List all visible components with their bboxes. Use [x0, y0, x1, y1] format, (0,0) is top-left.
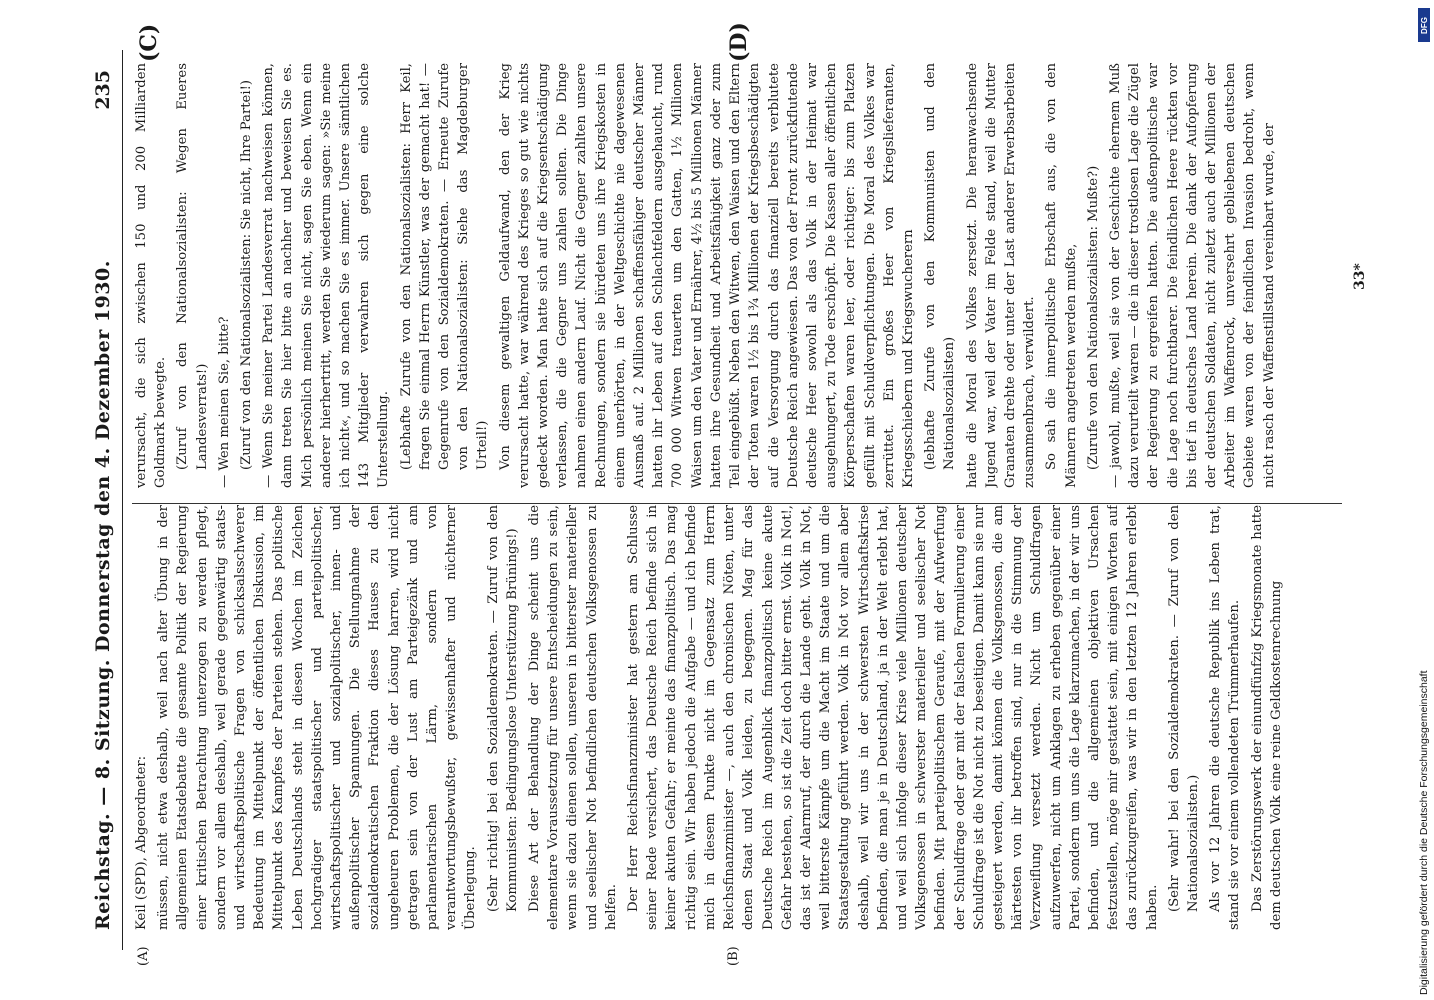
page-header — [86, 50, 123, 950]
dfg-logo-text: DFG — [1419, 16, 1429, 34]
margin-mark-a: (A) — [136, 946, 151, 966]
paragraph: (Zuruf von den Nationalsozialisten: Sie nicht, Ihre Partei!) — [239, 79, 255, 470]
margin-mark-c: (C) — [136, 23, 162, 62]
paragraph: (Zurufe von den Nationalsozialisten: Mußte?) — [1085, 165, 1101, 470]
paragraph: (Sehr wahr! bei den Sozialdemokraten. — Zuruf von den Nationalsozialisten.) — [1166, 505, 1201, 912]
paragraph: verursacht, die sich zwischen 150 und 200 Milliarden Goldmark bewegte. — [134, 63, 169, 488]
paragraph: Als vor 12 Jahren die deutsche Republik ins Leben trat, stand sie vor einem vollendeten Trümmerhaufen. — [1208, 505, 1243, 930]
page-number: 235 — [92, 70, 114, 110]
sheet-signature: 33* — [1352, 263, 1368, 290]
paragraph: (Lebhafte Zurufe von den Nationalsozialisten: Herr Keil, fragen Sie einmal Herrn Künstler, was der gemacht hat! — Gegenrufe von den Sozialdemokraten. — Erneute Zurufe von den Nationalsozialisten: Siehe das Magdeburger Urteil!) — [398, 63, 491, 470]
column-divider — [132, 503, 1342, 504]
paragraph: — jawohl, mußte, weil sie von der Geschichte ehernem Muß dazu verurteilt waren — die in dieser trostlosen Lage die Zügel der Regierung zu ergreifen hatten. Die außenpolitische war die Lage noch furchtbarer. Die feindlichen Heere rückten vor bis tief in deutsches Land herein. Die dank der Aufopferung der deutschen Soldaten, nicht zuletzt auch der Millionen der Arbeiter im Waffenrock, unversehrt gebliebenen deutschen Gebiete waren von der feindlichen Invasion bedroht, wenn nicht rasch der Waffenstillstand vereinbart wurde, der — [1107, 63, 1277, 488]
margin-mark-b: (B) — [726, 946, 741, 966]
digitization-note: Digitalisierung gefördert durch die Deutsche Forschungsgemeinschaft — [1418, 670, 1430, 995]
paragraph: — Wenn Sie meiner Partei Landesverrat nachweisen können, dann treten Sie hier bitte an nachher und beweisen Sie es. Mich persönlich meinen Sie nicht, sagen Sie eben. Wenn ein anderer hierhertritt, werden Sie wiederum sagen: »Sie meine ich nicht«, und so machen Sie es immer. Unsere sämtlichen 143 Mitglieder verwahren sich gegen eine solche Unterstellung. — [261, 63, 392, 488]
paragraph: — Wen meinen Sie, bitte? — [216, 316, 232, 488]
protocol-page — [86, 22, 1396, 966]
left-column — [132, 505, 1347, 930]
paragraph: Das Zerstörungswerk der einundfünfzig Kriegsmonate hatte dem deutschen Volk eine reine Geldkostenrechnung — [1249, 505, 1284, 930]
paragraph: So sah die innerpolitische Erbschaft aus, die von den Männern angetreten werden mußte, — [1044, 63, 1079, 488]
paragraph: hatte die Moral des Volkes zersetzt. Die heranwachsende Jugend war, weil der Vater im Felde stand, weil die Mutter Granaten drehte oder unter der Last anderer Erwerbsarbeiten zusammenbrach, verwildert. — [964, 63, 1038, 488]
paragraph: (Zuruf von den Nationalsozialisten: Wegen Eueres Landesverrats!) — [175, 63, 210, 470]
dfg-logo — [1418, 8, 1430, 42]
right-column — [132, 63, 1347, 488]
paragraph: Von diesem gewaltigen Geldaufwand, den der Krieg verursacht hatte, war während des Krieges so gut wie nichts gedeckt worden. Man hatte sich auf die Kriegsentschädigung verlassen, die die Gegner uns zahlen sollten. Die Dinge nahmen einen andern Lauf. Nicht die Gegner zahlten unsere Rechnungen, sondern sie bürdeten uns ihre Kriegskosten in einem unerhörten, in der Weltgeschichte nie dagewesenen Ausmaß auf. 2 Millionen schaffensfähiger deutscher Männer hatten ihr Leben auf den Schlachtfeldern ausgehaucht, rund 700 000 Witwen trauerten um den Gatten, 1½ Millionen Waisen um den Vater und Ernährer, 4½ bis 5 Millionen Männer hatten ihre Gesundheit und Arbeitsfähigkeit ganz oder zum Teil eingebüßt. Neben den Witwen, den Waisen und den Eltern der Toten waren 1½ bis 1¾ Millionen der Kriegsbeschädigten auf die Versorgung durch das finanziell bereits verblutete Deutsche Reich angewiesen. Das von der Front zurückflutende deutsche Heer sowohl als das Volk in der Heimat war ausgehungert, zu Tode erschöpft. Die Kassen aller öffentlichen Körperschaften waren leer, oder richtiger: bis zum Platzen gefüllt mit Schuldverpflichtungen. Die Moral des Volkes war zerrüttet. Ein großes Heer von Kriegslieferanten, Kriegsschiebern und Kriegswucherern — [497, 63, 916, 488]
page-title: Reichstag. — 8. Sitzung. Donnerstag den 4. Dezember 1930. — [92, 260, 114, 930]
paragraph: Der Herr Reichsfinanzminister hat gestern am Schlusse seiner Rede versichert, das Deutsche Reich befinde sich in keiner akuten Gefahr; er meinte das finanzpolitisch. Das mag richtig sein. Wir haben jedoch die Aufgabe — und ich befinde mich in diesem Punkte nicht im Gegensatz zum Herrn Reichsfinanzminister —, auch den chronischen Nöten, unter denen Staat und Volk leiden, zu begegnen. Mag für das Deutsche Reich im Augenblick finanzpolitisch keine akute Gefahr bestehen, so ist die Zeit doch bitter ernst. Volk in Not!, das ist der Alarmruf, der durch die Lande geht. Volk in Not, weil bitterste Kämpfe um die Macht im Staate und um die Staatsgestaltung geführt werden. Volk in Not vor allem aber deshalb, weil wir uns in der schwersten Wirtschaftskrise befinden, die man je in Deutschland, ja in der Welt erlebt hat, und weil sich infolge dieser Krise viele Millionen deutscher Volksgenossen in schwerster materieller und seelischer Not befinden. Mit parteipolitischem Geraufe, mit der Aufwerfung der Schuldfrage oder gar mit der falschen Formulierung einer Schuldfrage ist die Not nicht zu beseitigen. Damit kann sie nur gesteigert werden, damit können die Volksgenossen, die am härtesten von ihr betroffen sind, nur in die Stimmung der Verzweiflung versetzt werden. Nicht um Schuldfragen aufzuwerfen, nicht um Anklagen zu erheben gegenüber einer Partei, sondern um uns die Lage klarzumachen, in der wir uns befinden, und die allgemeinen objektiven Ursachen festzustellen, möge mir gestattet sein, mit einigen Worten auf das zurückzugreifen, was wir in den letzten 12 Jahren erlebt haben. — [626, 505, 1160, 930]
paragraph: (lebhafte Zurufe von den Kommunisten und den Nationalsozialisten) — [923, 63, 958, 470]
paragraph: (Sehr richtig! bei den Sozialdemokraten. — Zuruf von den Kommunisten: Bedingungslose Unterstützung Brünings!) — [485, 505, 520, 912]
margin-mark-d: (D) — [726, 22, 752, 62]
paragraph: Keil (SPD), Abgeordneter: — [134, 755, 149, 930]
paragraph: müssen, nicht etwa deshalb, weil nach alter Übung in der allgemeinen Etatsdebatte die gesamte Politik der Regierung einer kritischen Betrachtung unterzogen zu werden pflegt, sondern vor allem deshalb, weil gerade gegenwärtig staats- und wirtschaftspolitische Fragen von schicksalsschwerer Bedeutung im Mittelpunkt der öffentlichen Diskussion, im Mittelpunkt des Kampfes der Parteien stehen. Das politische Leben Deutschlands steht in diesen Wochen im Zeichen hochgradiger staatspolitischer und parteipolitischer, wirtschaftspolitischer und sozialpolitischer, innen- und außenpolitischer Spannungen. Die Stellungnahme der sozialdemokratischen Fraktion dieses Hauses zu den ungeheuren Problemen, die der Lösung harren, wird nicht getragen sein von der Lust am Parteigezänk und am parlamentarischen Lärm, sondern von verantwortungsbewußter, gewissenhafter und nüchterner Überlegung. — [156, 505, 479, 930]
paragraph: Diese Art der Behandlung der Dinge scheint uns die elementare Voraussetzung für unsere Entscheidungen zu sein, wenn sie dazu dienen sollen, unseren in bitterster materieller und seelischer Not befindlichen deutschen Volksgenossen zu helfen. — [527, 505, 619, 930]
